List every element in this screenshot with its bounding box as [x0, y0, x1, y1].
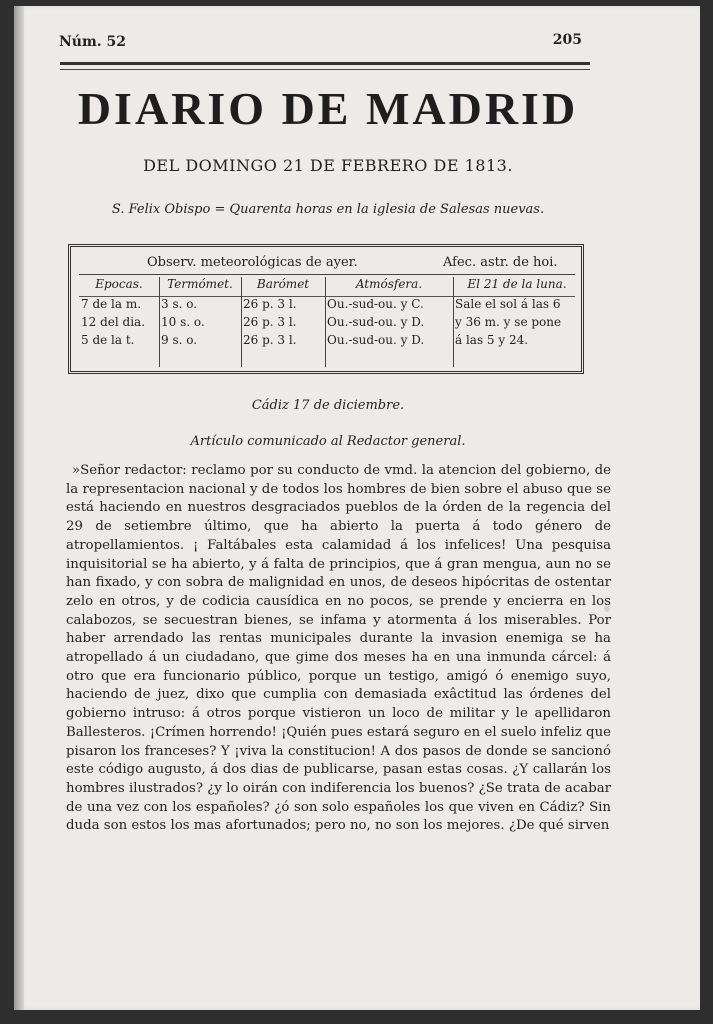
header-rule-thin: [60, 69, 590, 70]
issue-date: DEL DOMINGO 21 DE FEBRERO DE 1813.: [143, 156, 513, 175]
article-paragraph: »Señor redactor: reclamo por su conducto de vmd. la atencion del gobierno, de la representacion nacional y de todos los hombres de bien sobre el abuso que se está haciendo en nuestros desgraciados pueblos de la órden de la regencia del 29 de setiembre último, que ha abierto la puerta á todo género de atropellamientos. ¡ Faltábales esta calamidad á los infelices! Una pesquisa inquisitorial se ha abierto, y á falta de principios, que á gran mengua, aun no se han fixado, y con sobra de malignidad en unos, de deseos hipócritas de ostentar zelo en otros, y de codicia causídica en no pocos, se prende y encierra en los calabozos, se secuestran bienes, se infama y atormenta á los miserables. Por haber arrendado las rentas municipales durante la invasion enemiga se ha atropellado á un ciudadano, que gime dos meses ha en una inmunda cárcel: á otro que era funcionario público, porque un testigo, amigó ó enemigo suyo, haciendo de juez, dixo que cumplia con demasiada exâctitud las órdenes del gobierno intruso: á otros porque vistieron un loco de militar y le apellidaron Ballesteros. ¡Crímen horrendo! ¡Quién pues estará seguro en el suelo infeliz que pisaron los franceses? Y ¡viva la constitucion! A dos pasos de donde se sancionó este código augusto, á dos dias de publicarse, pasan estas cosas. ¿Y callarán los hombres ilustrados? ¿y lo oirán con indiferencia los buenos? ¿Se trata de acabar de una vez con los españoles? ¿ó son solo españoles los que viven en Cádiz? Sin duda son estos los mas afortunados; pero no, no son los mejores. ¿De qué sirven: [66, 463, 611, 834]
table-cell: 5 de la t.: [81, 333, 135, 347]
issue-number: Núm. 52: [59, 34, 127, 50]
masthead-title: DIARIO DE MADRID: [77, 83, 579, 134]
weather-observations-title: Observ. meteorológicas de ayer.: [147, 255, 358, 270]
ink-spot: [604, 606, 610, 612]
column-divider: [325, 277, 326, 367]
astronomy-title: Afec. astr. de hoi.: [443, 255, 558, 270]
page-number: 205: [552, 32, 582, 48]
table-cell: Sale el sol á las 6: [455, 297, 561, 311]
table-cell: Ou.-sud-ou. y D.: [327, 333, 425, 347]
column-header: Barómet: [256, 277, 310, 291]
column-divider: [241, 277, 242, 367]
column-header: El 21 de la luna.: [467, 277, 567, 291]
table-cell: 26 p. 3 l.: [243, 297, 297, 311]
article-heading: Artículo comunicado al Redactor general.: [190, 434, 466, 449]
table-cell: Ou.-sud-ou. y D.: [327, 315, 425, 329]
newspaper-page: [14, 6, 700, 1010]
column-header: Termómet.: [167, 277, 233, 291]
table-cell: 12 del dia.: [81, 315, 146, 329]
column-divider: [159, 277, 160, 367]
column-luna: [455, 277, 579, 351]
table-cell: 26 p. 3 l.: [243, 333, 297, 347]
table-cell: á las 5 y 24.: [455, 333, 529, 347]
weather-table: [68, 244, 584, 374]
page-spine-shadow: [14, 6, 24, 1010]
table-cell: 7 de la m.: [81, 297, 142, 311]
column-header: Epocas.: [95, 277, 143, 291]
article-dateline: Cádiz 17 de diciembre.: [251, 398, 405, 413]
table-cell: 26 p. 3 l.: [243, 315, 297, 329]
column-divider: [453, 277, 454, 367]
saint-of-day-line: S. Felix Obispo = Quarenta horas en la iglesia de Salesas nuevas.: [111, 202, 545, 217]
table-cell: 9 s. o.: [161, 333, 198, 347]
column-epocas: [81, 277, 157, 351]
table-cell: Ou.-sud-ou. y C.: [327, 297, 424, 311]
table-rule: [79, 274, 575, 275]
column-atmosfera: [327, 277, 451, 351]
table-cell: 10 s. o.: [161, 315, 205, 329]
column-termometro: [161, 277, 239, 351]
article-body: [66, 462, 611, 836]
header-rule: [60, 62, 590, 65]
column-barometro: [243, 277, 323, 351]
column-header: Atmósfera.: [355, 277, 423, 291]
table-cell: 3 s. o.: [161, 297, 198, 311]
table-cell: y 36 m. y se pone: [455, 315, 562, 329]
